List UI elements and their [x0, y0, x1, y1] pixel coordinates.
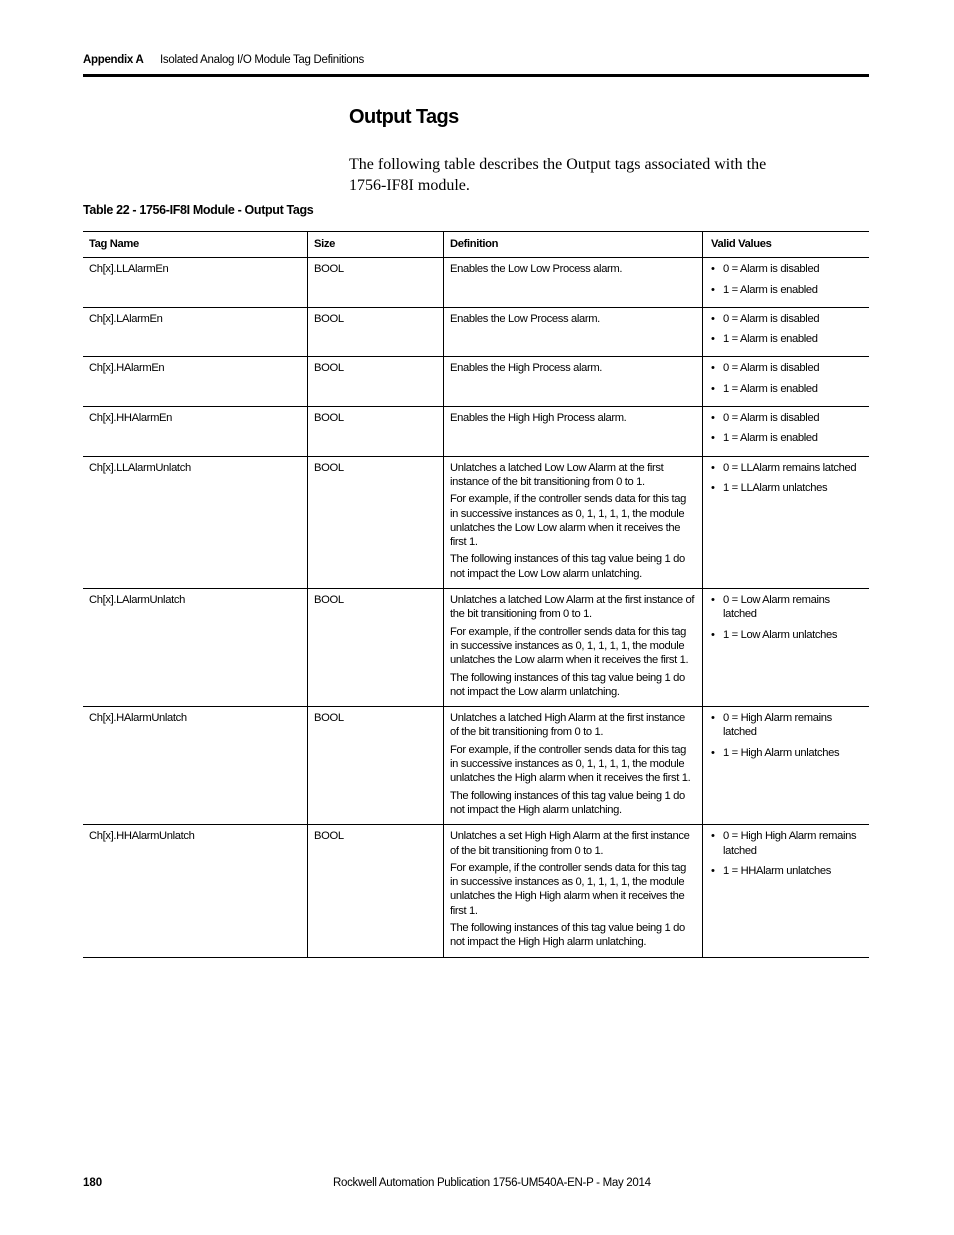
valid-values-list	[711, 361, 865, 396]
column-header-size: Size	[307, 232, 443, 257]
bullet-icon: •	[711, 481, 715, 494]
valid-value-text: 0 = LLAlarm remains latched	[723, 461, 857, 474]
definition-paragraph: For example, if the controller sends data for this tag in successive instances as 0, 1, 1, 1, 1, the module unlatches the Low alarm when it receives the first 1.	[450, 625, 689, 667]
bullet-icon: •	[711, 382, 715, 395]
tag-name-cell: Ch[x].HHAlarmEn	[89, 412, 173, 425]
valid-value-text: 1 = Alarm is enabled	[723, 382, 818, 395]
bullet-icon: •	[711, 712, 715, 725]
valid-values-cell	[702, 357, 869, 406]
definition-paragraph: The following instances of this tag value being 1 do not impact the Low Low alarm unlatching.	[450, 553, 685, 580]
valid-value-item	[711, 411, 865, 425]
bullet-icon: •	[711, 628, 715, 641]
valid-value-text: 0 = Alarm is disabled	[723, 312, 820, 325]
tag-name-cell: Ch[x].LAlarmEn	[89, 312, 163, 325]
size-cell: BOOL	[307, 407, 443, 456]
valid-value-item	[711, 431, 865, 445]
valid-value-text: 1 = Alarm is enabled	[723, 333, 818, 346]
tag-name-cell: Ch[x].HAlarmEn	[89, 362, 165, 375]
definition-paragraph: The following instances of this tag value being 1 do not impact the Low alarm unlatching.	[450, 671, 685, 698]
valid-value-item	[711, 593, 865, 622]
valid-value-item	[711, 332, 865, 346]
size-cell: BOOL	[307, 457, 443, 588]
definition-paragraph: Unlatches a latched High Alarm at the first instance of the bit transitioning from 0 to 1.	[450, 712, 685, 739]
valid-value-text: 1 = Alarm is enabled	[723, 432, 818, 445]
definition-paragraph: Unlatches a latched Low Alarm at the first instance of the bit transitioning from 0 to 1.	[450, 594, 695, 621]
table-row	[83, 589, 869, 707]
tag-name-cell: Ch[x].LLAlarmUnlatch	[89, 461, 191, 474]
valid-value-text: 1 = HHAlarm unlatches	[723, 864, 831, 877]
valid-value-item	[711, 829, 865, 858]
definition-cell	[443, 707, 702, 824]
definition-paragraph: For example, if the controller sends data for this tag in successive instances as 0, 1, 1, 1, 1, the module unlatches the Low Low alarm when it receives the first 1.	[450, 493, 687, 549]
page-header	[83, 53, 869, 77]
header-rule	[83, 74, 869, 77]
definition-paragraph: The following instances of this tag value being 1 do not impact the High alarm unlatching.	[450, 789, 685, 816]
page-number: 180	[83, 1177, 103, 1189]
bullet-icon: •	[711, 830, 715, 843]
definition-cell	[443, 825, 702, 956]
definition-cell	[443, 407, 702, 456]
table-row	[83, 825, 869, 957]
bullet-icon: •	[711, 594, 715, 607]
size-cell: BOOL	[307, 707, 443, 824]
definition-paragraph: Enables the High Process alarm.	[450, 362, 603, 375]
valid-value-item	[711, 361, 865, 375]
bullet-icon: •	[711, 263, 715, 276]
valid-values-list	[711, 829, 865, 878]
table-row	[83, 357, 869, 407]
valid-values-cell	[702, 407, 869, 456]
bullet-icon: •	[711, 283, 715, 296]
column-header-definition: Definition	[443, 232, 702, 257]
bullet-icon: •	[711, 333, 715, 346]
valid-value-item	[711, 312, 865, 326]
publication-info: Rockwell Automation Publication 1756-UM540A-EN-P - May 2014	[333, 1177, 651, 1189]
definition-paragraph: Unlatches a latched Low Low Alarm at the first instance of the bit transitioning from 0 to 1.	[450, 461, 664, 488]
bullet-icon: •	[711, 312, 715, 325]
valid-value-text: 0 = Alarm is disabled	[723, 263, 820, 276]
definition-cell	[443, 357, 702, 406]
valid-value-text: 1 = High Alarm unlatches	[723, 746, 840, 759]
table-row	[83, 407, 869, 457]
table-header-row	[83, 232, 869, 258]
valid-values-list	[711, 312, 865, 347]
valid-value-item	[711, 711, 865, 740]
section-title: Output Tags	[349, 106, 459, 128]
section-intro: The following table describes the Output tags associated with the 1756-IF8I module.	[349, 156, 767, 194]
definition-cell	[443, 258, 702, 307]
size-cell: BOOL	[307, 589, 443, 706]
valid-values-cell	[702, 589, 869, 706]
bullet-icon: •	[711, 362, 715, 375]
definition-paragraph: Enables the Low Low Process alarm.	[450, 263, 623, 276]
valid-values-list	[711, 711, 865, 760]
valid-values-cell	[702, 457, 869, 588]
valid-value-item	[711, 746, 865, 760]
column-header-valid-values: Valid Values	[702, 232, 869, 257]
bullet-icon: •	[711, 746, 715, 759]
valid-value-item	[711, 481, 865, 495]
valid-value-item	[711, 382, 865, 396]
size-cell: BOOL	[307, 357, 443, 406]
size-cell: BOOL	[307, 308, 443, 357]
tag-name-cell: Ch[x].LAlarmUnlatch	[89, 594, 185, 607]
valid-value-text: 1 = Alarm is enabled	[723, 283, 818, 296]
valid-values-cell	[702, 308, 869, 357]
valid-values-list	[711, 593, 865, 642]
definition-paragraph: Enables the High High Process alarm.	[450, 412, 627, 425]
definition-paragraph: Unlatches a set High High Alarm at the first instance of the bit transitioning from 0 to 1.	[450, 830, 690, 857]
tag-name-cell: Ch[x].HAlarmUnlatch	[89, 712, 187, 725]
size-cell: BOOL	[307, 825, 443, 956]
bullet-icon: •	[711, 432, 715, 445]
table-row	[83, 707, 869, 825]
valid-value-text: 0 = Alarm is disabled	[723, 412, 820, 425]
definition-paragraph: The following instances of this tag value being 1 do not impact the High High alarm unlatching.	[450, 921, 685, 949]
bullet-icon: •	[711, 412, 715, 425]
header-title: Isolated Analog I/O Module Tag Definitions	[160, 54, 364, 66]
tag-name-cell: Ch[x].LLAlarmEn	[89, 263, 169, 276]
valid-values-list	[711, 461, 865, 496]
definition-paragraph: For example, if the controller sends data for this tag in successive instances as 0, 1, 1, 1, 1, the module unlatches the High High alarm when it receives the first 1.	[450, 861, 687, 917]
valid-value-text: 0 = High Alarm remains latched	[723, 712, 832, 739]
size-cell: BOOL	[307, 258, 443, 307]
valid-value-text: 0 = Alarm is disabled	[723, 362, 820, 375]
definition-paragraph: Enables the Low Process alarm.	[450, 312, 600, 325]
bullet-icon: •	[711, 864, 715, 877]
valid-value-item	[711, 628, 865, 642]
valid-values-list	[711, 411, 865, 446]
definition-cell	[443, 589, 702, 706]
table-row	[83, 308, 869, 358]
definition-paragraph: For example, if the controller sends data for this tag in successive instances as 0, 1, 1, 1, 1, the module unlatches the High alarm when it receives the first 1.	[450, 743, 691, 785]
valid-value-item	[711, 864, 865, 878]
valid-values-list	[711, 262, 865, 297]
valid-value-text: 0 = Low Alarm remains latched	[723, 594, 830, 621]
valid-value-text: 1 = LLAlarm unlatches	[723, 481, 828, 494]
definition-cell	[443, 457, 702, 588]
column-header-tag-name: Tag Name	[89, 238, 139, 250]
tag-name-cell: Ch[x].HHAlarmUnlatch	[89, 830, 195, 843]
table-body	[83, 258, 869, 957]
valid-value-item	[711, 283, 865, 297]
appendix-label: Appendix A	[83, 54, 144, 66]
table-row	[83, 258, 869, 308]
output-tags-table	[83, 231, 869, 958]
definition-cell	[443, 308, 702, 357]
valid-value-text: 0 = High High Alarm remains latched	[723, 830, 857, 857]
valid-values-cell	[702, 825, 869, 956]
table-row	[83, 457, 869, 589]
valid-value-item	[711, 262, 865, 276]
valid-values-cell	[702, 707, 869, 824]
valid-value-item	[711, 461, 865, 475]
valid-value-text: 1 = Low Alarm unlatches	[723, 628, 838, 641]
bullet-icon: •	[711, 461, 715, 474]
valid-values-cell	[702, 258, 869, 307]
table-caption: Table 22 - 1756-IF8I Module - Output Tags	[83, 203, 314, 217]
